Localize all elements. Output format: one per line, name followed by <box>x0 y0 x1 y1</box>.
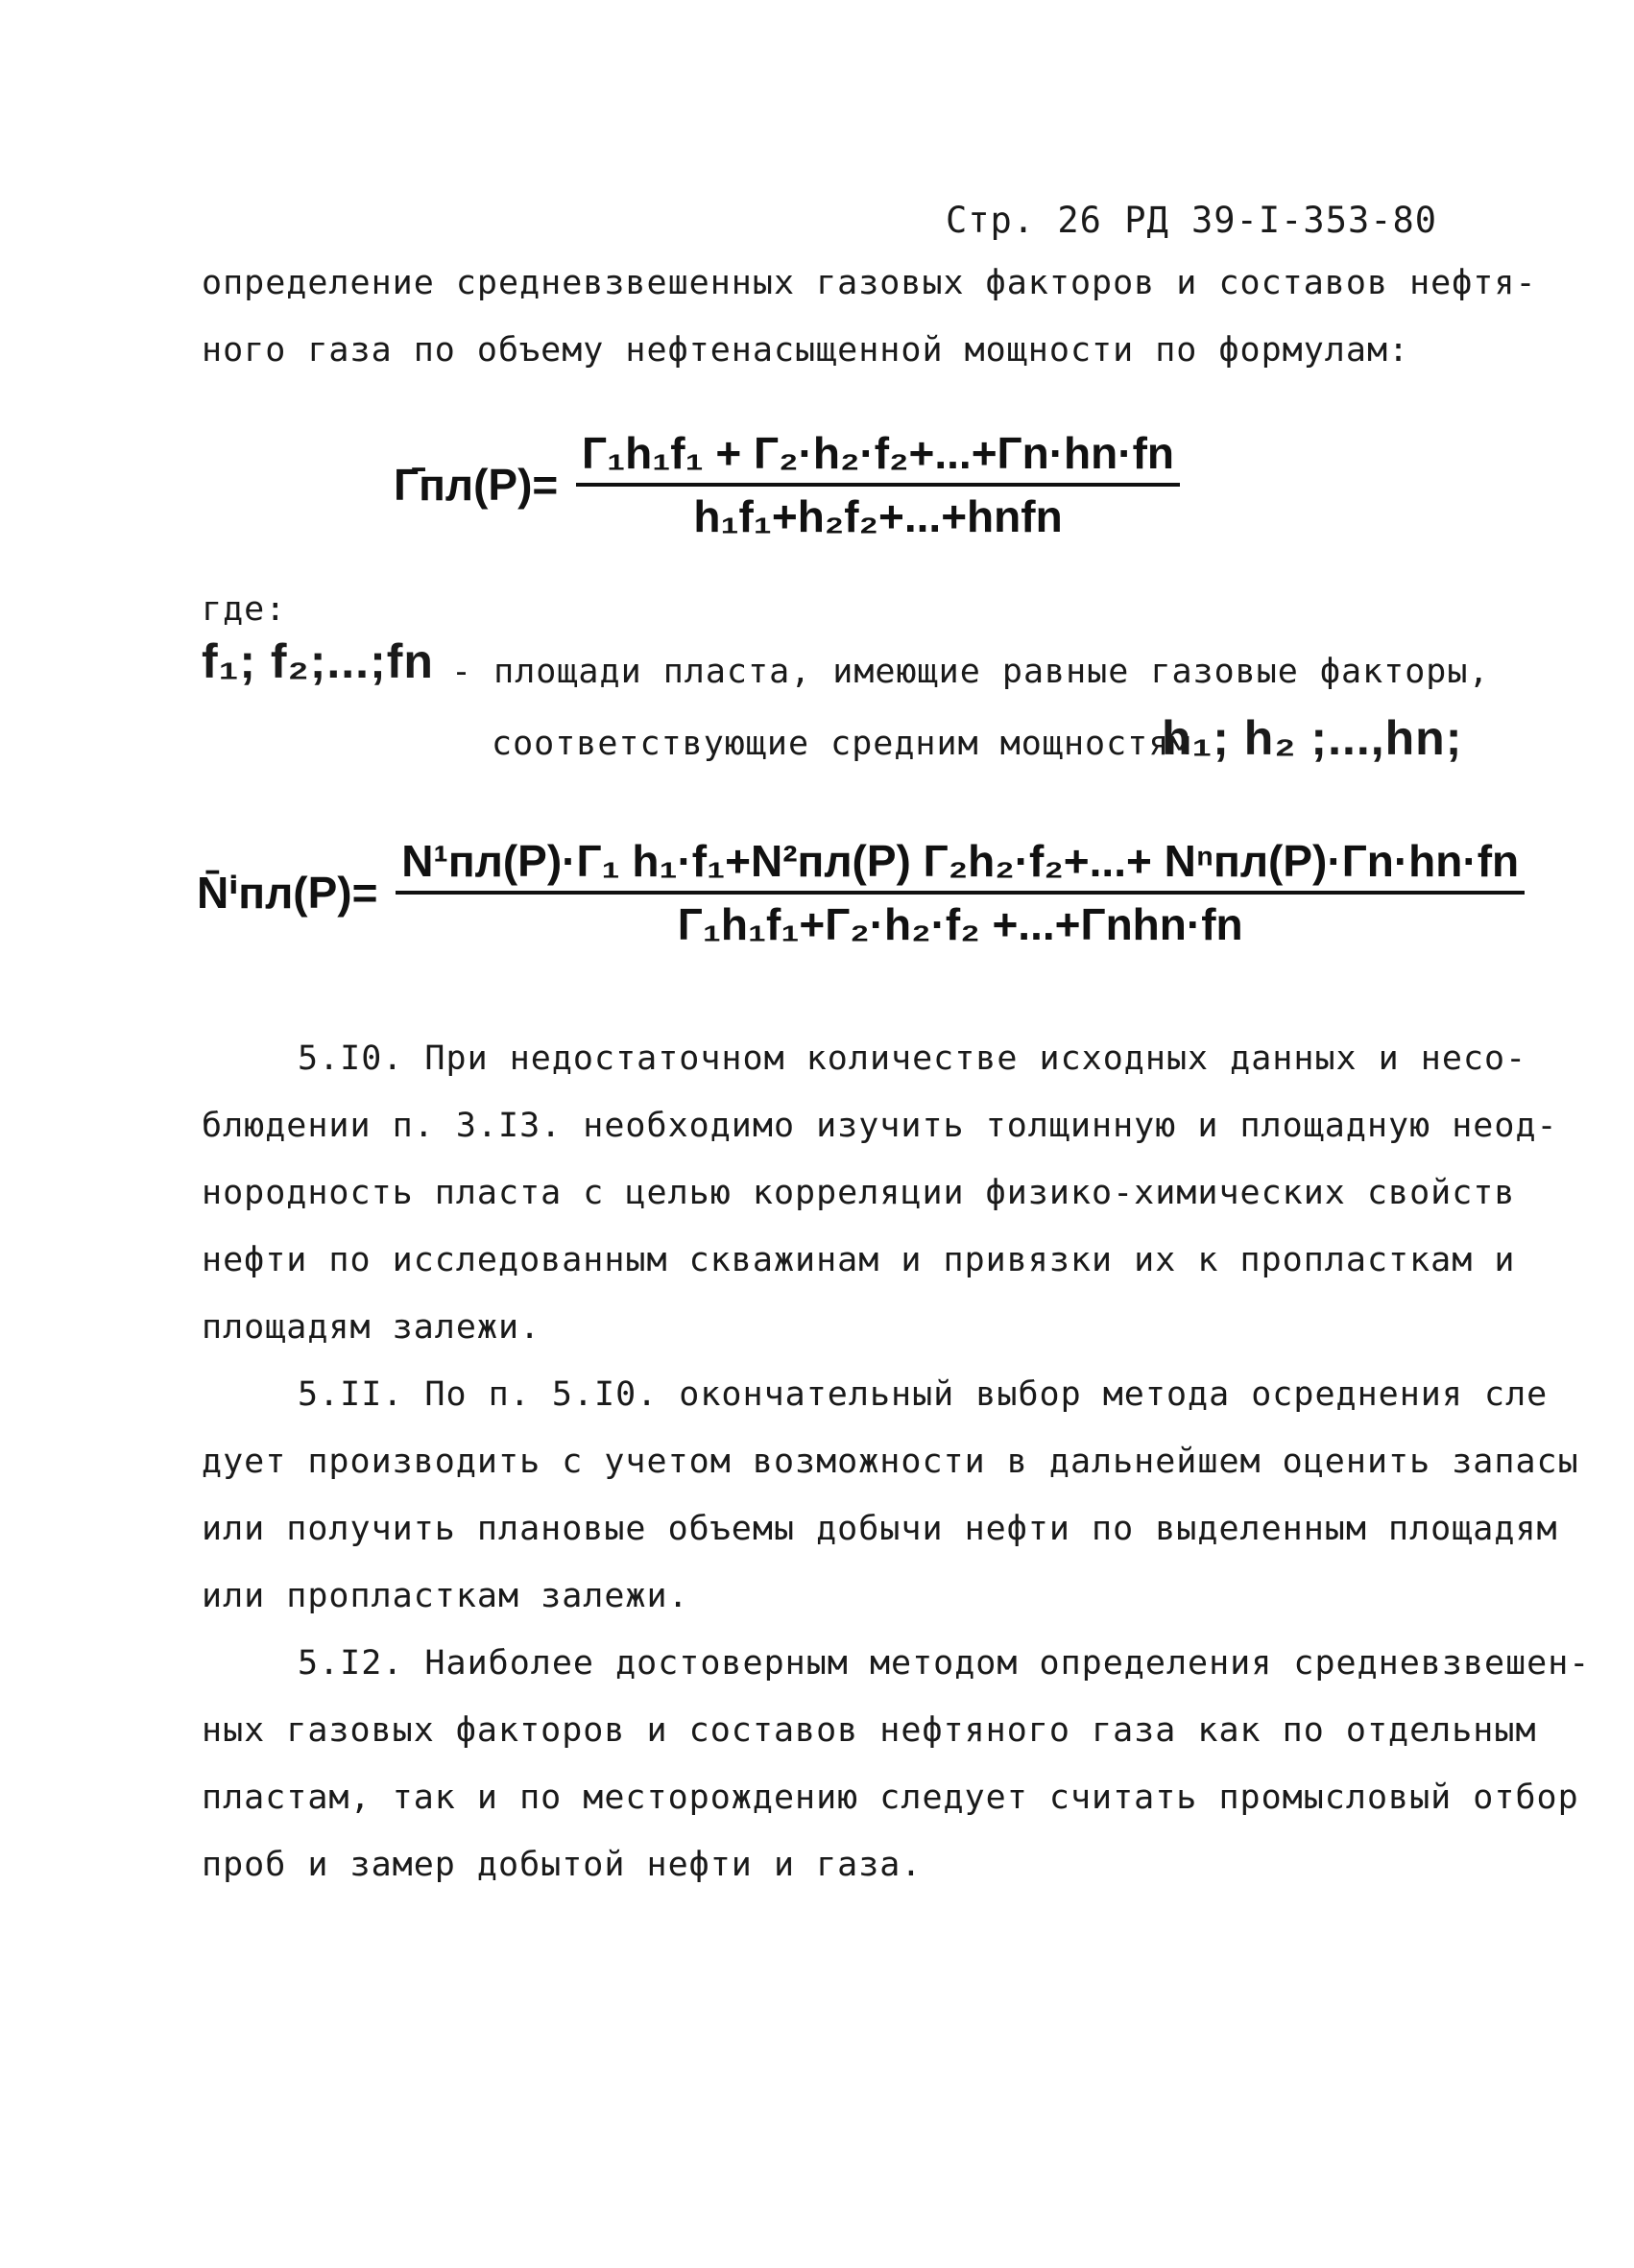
formula-gas-factor-denominator: h₁f₁+h₂f₂+...+hnfn <box>693 491 1063 541</box>
formula-gas-factor-fraction <box>576 427 1180 542</box>
formula-gas-composition-denominator: Г₁h₁f₁+Г₂·h₂·f₂ +...+Гnhn·fn <box>677 899 1243 949</box>
formula-gas-composition-numerator: N¹пл(P)·Г₁ h₁·f₁+N²пл(P) Г₂h₂·f₂+...+ Nⁿпл(P)·Гn·hn·fn <box>401 836 1520 886</box>
paragraph-5-10-line: нородность пласта с целью корреляции физико-химических свойств <box>202 1174 1516 1212</box>
formula-gas-factor-numerator: Г₁h₁f₁ + Г₂·h₂·f₂+...+Гn·hn·fn <box>582 428 1174 478</box>
formula-gas-factor <box>394 427 1180 542</box>
paragraph-5-12-line: пластам, так и по месторождению следует считать промысловый отбор <box>202 1779 1579 1817</box>
paragraph-5-10-line: нефти по исследованным скважинам и привязки их к пропласткам и <box>202 1241 1516 1279</box>
paragraph-5-10-line: площадям залежи. <box>202 1308 541 1347</box>
formula-gas-composition <box>197 835 1525 950</box>
thickness-variables: h₁; h₂ ;...,hn; <box>1162 711 1463 765</box>
fraction-bar <box>396 891 1525 895</box>
intro-line-2: ного газа по объему нефтенасыщенной мощности по формулам: <box>202 331 1410 370</box>
page-reference: Стр. 26 РД 39-I-353-80 <box>946 200 1438 241</box>
where-label: где: <box>202 590 287 629</box>
area-description-1: - площади пласта, имеющие равные газовые факторы, <box>451 653 1490 691</box>
paragraph-5-11-line: или пропласткам залежи. <box>202 1577 689 1615</box>
paragraph-5-10-line: 5.I0. При недостаточном количестве исходных данных и несо- <box>298 1039 1527 1078</box>
intro-line-1: определение средневзвешенных газовых факторов и составов нефтя- <box>202 264 1537 302</box>
paragraph-5-10-line: блюдении п. 3.I3. необходимо изучить толщинную и площадную неод- <box>202 1107 1558 1145</box>
paragraph-5-11-line: или получить плановые объемы добычи нефти по выделенным площадям <box>202 1510 1558 1548</box>
formula-gas-composition-fraction <box>396 835 1525 950</box>
paragraph-5-12-line: ных газовых факторов и составов нефтяного газа как по отдельным <box>202 1711 1537 1750</box>
formula-gas-composition-lhs: N̄ⁱпл(P)= <box>197 868 378 918</box>
area-description-2: соответствующие средним мощностям <box>492 725 1191 763</box>
paragraph-5-12-line: проб и замер добытой нефти и газа. <box>202 1846 923 1884</box>
fraction-bar <box>576 483 1180 487</box>
paragraph-5-12-line: 5.I2. Наиболее достоверным методом определения средневзвешен- <box>298 1644 1591 1683</box>
formula-gas-factor-lhs: Г̄пл(P)= <box>394 460 559 510</box>
paragraph-5-11-line: 5.II. По п. 5.I0. окончательный выбор метода осреднения сле <box>298 1375 1549 1414</box>
paragraph-5-11-line: дует производить с учетом возможности в дальнейшем оценить запасы <box>202 1443 1579 1481</box>
area-variables: f₁; f₂;...;fn <box>202 634 434 688</box>
